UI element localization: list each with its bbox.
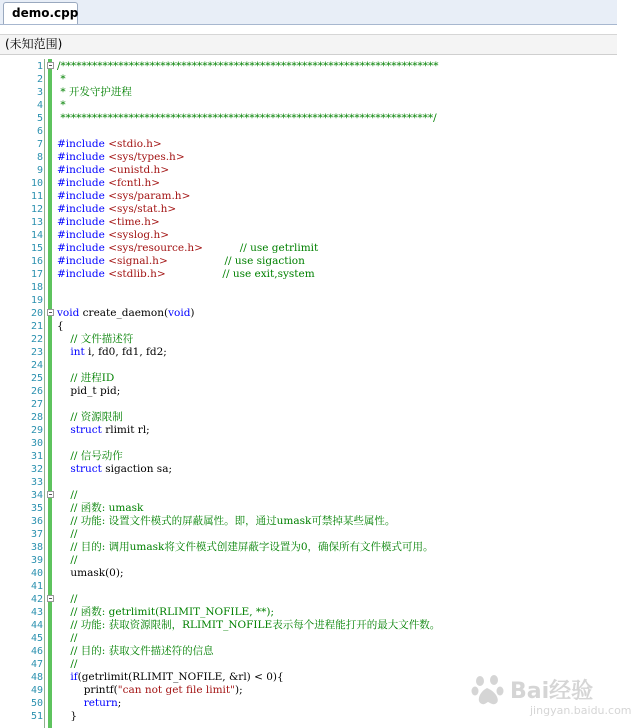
line-number: 45 bbox=[30, 633, 43, 644]
code-text bbox=[57, 346, 167, 359]
code-line[interactable] bbox=[0, 229, 617, 242]
code-token bbox=[57, 606, 70, 618]
line-number: 33 bbox=[30, 477, 43, 488]
code-text bbox=[57, 242, 318, 255]
code-line[interactable] bbox=[0, 99, 617, 112]
code-line[interactable] bbox=[0, 515, 617, 528]
code-token: // 目的: 获取文件描述符的信息 bbox=[70, 645, 214, 657]
paw-icon bbox=[470, 672, 506, 708]
code-token: // 函数: umask bbox=[70, 502, 144, 514]
code-line[interactable] bbox=[0, 346, 617, 359]
line-number: 11 bbox=[30, 191, 43, 202]
code-text bbox=[57, 593, 77, 606]
code-text bbox=[57, 164, 169, 177]
line-number: 41 bbox=[30, 581, 43, 592]
code-token: "can not get file limit" bbox=[117, 684, 235, 696]
code-text bbox=[57, 307, 195, 320]
code-token bbox=[57, 333, 70, 345]
code-token: * bbox=[57, 73, 66, 85]
code-text bbox=[57, 86, 132, 99]
line-number: 1 bbox=[36, 61, 43, 72]
code-token: #include bbox=[57, 268, 109, 280]
code-token: #include bbox=[57, 229, 109, 241]
code-line[interactable] bbox=[0, 281, 617, 294]
code-line[interactable] bbox=[0, 216, 617, 229]
code-line[interactable] bbox=[0, 567, 617, 580]
code-line[interactable] bbox=[0, 580, 617, 593]
code-line[interactable] bbox=[0, 554, 617, 567]
tab-demo-cpp[interactable] bbox=[3, 2, 78, 24]
code-token bbox=[57, 515, 70, 527]
code-token: // 资源限制 bbox=[70, 411, 123, 423]
code-token: { bbox=[57, 320, 64, 332]
code-text bbox=[57, 515, 395, 528]
code-token: if bbox=[70, 671, 78, 683]
code-token bbox=[57, 619, 70, 631]
code-line[interactable] bbox=[0, 632, 617, 645]
code-token: // 进程ID bbox=[70, 372, 115, 384]
code-token: // 信号动作 bbox=[70, 450, 123, 462]
code-token bbox=[57, 411, 70, 423]
code-token: ; bbox=[117, 697, 122, 709]
code-text bbox=[57, 372, 114, 385]
code-token bbox=[57, 593, 70, 605]
code-line[interactable] bbox=[0, 255, 617, 268]
code-line[interactable] bbox=[0, 86, 617, 99]
line-number: 14 bbox=[30, 230, 43, 241]
code-token: #include bbox=[57, 216, 109, 228]
line-number: 50 bbox=[30, 698, 43, 709]
code-token bbox=[57, 424, 70, 436]
code-line[interactable] bbox=[0, 424, 617, 437]
line-number: 2 bbox=[36, 74, 43, 85]
code-token: // bbox=[70, 554, 78, 566]
code-token: printf( bbox=[57, 684, 118, 696]
line-number: 5 bbox=[36, 113, 43, 124]
line-number: 20 bbox=[30, 308, 43, 319]
line-number: 7 bbox=[36, 139, 43, 150]
line-number: 15 bbox=[30, 243, 43, 254]
code-text bbox=[57, 567, 124, 580]
code-token bbox=[57, 645, 70, 657]
code-line[interactable] bbox=[0, 398, 617, 411]
code-token bbox=[57, 671, 70, 683]
code-text bbox=[57, 619, 440, 632]
code-token: // 文件描述符 bbox=[70, 333, 134, 345]
code-line[interactable] bbox=[0, 177, 617, 190]
code-line[interactable] bbox=[0, 307, 617, 320]
code-line[interactable] bbox=[0, 203, 617, 216]
code-token: ***********************************************************************/ bbox=[57, 112, 437, 124]
line-number: 21 bbox=[30, 321, 43, 332]
code-token: struct bbox=[70, 424, 102, 436]
code-token: #include bbox=[57, 164, 109, 176]
code-token: // bbox=[70, 632, 78, 644]
line-number: 24 bbox=[30, 360, 43, 371]
code-line[interactable] bbox=[0, 385, 617, 398]
code-text bbox=[57, 541, 434, 554]
code-token: /************************************************************************ bbox=[57, 60, 439, 72]
scope-label: (未知范围) bbox=[5, 37, 63, 51]
watermark-url: jingyan.baidu.com bbox=[530, 704, 632, 717]
line-number: 9 bbox=[36, 165, 43, 176]
line-number: 18 bbox=[30, 282, 43, 293]
line-number: 43 bbox=[30, 607, 43, 618]
fold-toggle-icon[interactable] bbox=[47, 491, 54, 498]
code-token bbox=[166, 268, 223, 280]
line-number: 8 bbox=[36, 152, 43, 163]
code-token: <fcntl.h> bbox=[108, 177, 161, 189]
line-number: 25 bbox=[30, 373, 43, 384]
code-token: ) bbox=[190, 307, 195, 319]
code-text bbox=[57, 255, 305, 268]
code-token: void bbox=[57, 307, 80, 319]
line-number: 36 bbox=[30, 516, 43, 527]
code-token: <syslog.h> bbox=[108, 229, 170, 241]
line-number: 26 bbox=[30, 386, 43, 397]
code-token: // 功能: 获取资源限制，RLIMIT_NOFILE表示每个进程能打开的最大文件数。 bbox=[70, 619, 441, 631]
line-number: 22 bbox=[30, 334, 43, 345]
code-token: // 函数: getrlimit(RLIMIT_NOFILE, **); bbox=[70, 606, 275, 618]
code-token: // bbox=[70, 658, 78, 670]
code-token: <stdlib.h> bbox=[108, 268, 166, 280]
line-number: 28 bbox=[30, 412, 43, 423]
code-token: umask(0); bbox=[57, 567, 124, 579]
code-text bbox=[57, 112, 437, 125]
code-token: pid_t pid; bbox=[57, 385, 121, 397]
code-token bbox=[57, 372, 70, 384]
line-number: 38 bbox=[30, 542, 43, 553]
code-token bbox=[57, 450, 70, 462]
code-text bbox=[57, 632, 77, 645]
baidu-watermark bbox=[470, 668, 632, 723]
tab-label: demo.cpp bbox=[12, 6, 79, 20]
code-token: int bbox=[70, 346, 85, 358]
code-token: rlimit rl; bbox=[101, 424, 150, 436]
code-text bbox=[57, 73, 66, 86]
code-line[interactable] bbox=[0, 73, 617, 86]
code-token: // 功能: 设置文件模式的屏蔽属性。即，通过umask可禁掉某些属性。 bbox=[70, 515, 396, 527]
code-text bbox=[57, 424, 150, 437]
code-text bbox=[57, 216, 160, 229]
code-line[interactable] bbox=[0, 645, 617, 658]
code-line[interactable] bbox=[0, 320, 617, 333]
fold-toggle-icon[interactable] bbox=[47, 62, 54, 69]
code-token: // use sigaction bbox=[224, 255, 305, 267]
code-text bbox=[57, 502, 143, 515]
line-number: 37 bbox=[30, 529, 43, 540]
code-token: #include bbox=[57, 255, 109, 267]
code-line[interactable] bbox=[0, 463, 617, 476]
fold-toggle-icon[interactable] bbox=[47, 309, 54, 316]
line-number: 35 bbox=[30, 503, 43, 514]
code-text bbox=[57, 671, 284, 684]
code-line[interactable] bbox=[0, 151, 617, 164]
code-token: #include bbox=[57, 151, 109, 163]
code-token: <unistd.h> bbox=[108, 164, 170, 176]
code-line[interactable] bbox=[0, 502, 617, 515]
scope-dropdown[interactable] bbox=[0, 34, 617, 55]
code-text bbox=[57, 411, 123, 424]
code-token: <sys/param.h> bbox=[108, 190, 191, 202]
line-number: 13 bbox=[30, 217, 43, 228]
code-line[interactable] bbox=[0, 450, 617, 463]
code-token: * 开发守护进程 bbox=[57, 86, 132, 98]
code-token: // 目的: 调用umask将文件模式创建屏蔽字设置为0，确保所有文件模式可用。 bbox=[70, 541, 434, 553]
code-line[interactable] bbox=[0, 528, 617, 541]
line-number: 44 bbox=[30, 620, 43, 631]
code-token: i, fd0, fd1, fd2; bbox=[84, 346, 167, 358]
line-number: 31 bbox=[30, 451, 43, 462]
code-line[interactable] bbox=[0, 333, 617, 346]
line-number: 46 bbox=[30, 646, 43, 657]
line-number: 47 bbox=[30, 659, 43, 670]
code-token: // use exit,system bbox=[222, 268, 315, 280]
code-editor[interactable] bbox=[0, 59, 617, 728]
code-text bbox=[57, 385, 120, 398]
code-token: (getrlimit(RLIMIT_NOFILE, &rl) < 0){ bbox=[77, 671, 284, 683]
code-line[interactable] bbox=[0, 294, 617, 307]
code-token: create_daemon( bbox=[79, 307, 169, 319]
line-number: 42 bbox=[30, 594, 43, 605]
code-token bbox=[57, 463, 70, 475]
code-token: <signal.h> bbox=[108, 255, 168, 267]
code-line[interactable] bbox=[0, 541, 617, 554]
line-number: 3 bbox=[36, 87, 43, 98]
line-number: 40 bbox=[30, 568, 43, 579]
line-number: 23 bbox=[30, 347, 43, 358]
code-line[interactable] bbox=[0, 138, 617, 151]
line-number: 16 bbox=[30, 256, 43, 267]
code-line[interactable] bbox=[0, 242, 617, 255]
tab-bar bbox=[0, 0, 617, 25]
line-number: 51 bbox=[30, 711, 43, 722]
code-text bbox=[57, 463, 172, 476]
code-text bbox=[57, 203, 176, 216]
code-token bbox=[57, 632, 70, 644]
code-text bbox=[57, 658, 77, 671]
code-text bbox=[57, 190, 190, 203]
code-text bbox=[57, 229, 169, 242]
code-line[interactable] bbox=[0, 619, 617, 632]
code-token: #include bbox=[57, 138, 109, 150]
code-token: <time.h> bbox=[108, 216, 160, 228]
code-token: return bbox=[83, 697, 118, 709]
code-text bbox=[57, 320, 64, 333]
code-line[interactable] bbox=[0, 164, 617, 177]
code-token: #include bbox=[57, 190, 109, 202]
code-token bbox=[57, 658, 70, 670]
line-number: 34 bbox=[30, 490, 43, 501]
code-token: * bbox=[57, 99, 66, 111]
code-token: // bbox=[70, 593, 78, 605]
code-text bbox=[57, 268, 315, 281]
code-line[interactable] bbox=[0, 60, 617, 73]
code-text bbox=[57, 684, 243, 697]
code-text bbox=[57, 606, 274, 619]
line-number: 12 bbox=[30, 204, 43, 215]
code-token bbox=[57, 697, 84, 709]
code-line[interactable] bbox=[0, 112, 617, 125]
code-token: #include bbox=[57, 177, 109, 189]
code-text bbox=[57, 151, 185, 164]
code-text bbox=[57, 554, 77, 567]
code-token: <sys/stat.h> bbox=[108, 203, 177, 215]
line-number: 19 bbox=[30, 295, 43, 306]
code-line[interactable] bbox=[0, 359, 617, 372]
code-text bbox=[57, 333, 133, 346]
code-token bbox=[57, 554, 70, 566]
watermark-brand: Bai经验 bbox=[510, 679, 594, 704]
code-line[interactable] bbox=[0, 437, 617, 450]
code-line[interactable] bbox=[0, 372, 617, 385]
code-text bbox=[57, 450, 123, 463]
line-number: 29 bbox=[30, 425, 43, 436]
code-token: struct bbox=[70, 463, 102, 475]
code-token bbox=[57, 541, 70, 553]
code-token: #include bbox=[57, 203, 109, 215]
line-number: 30 bbox=[30, 438, 43, 449]
line-number: 32 bbox=[30, 464, 43, 475]
code-line[interactable] bbox=[0, 489, 617, 502]
code-token: // use getrlimit bbox=[239, 242, 319, 254]
code-token bbox=[168, 255, 225, 267]
code-line[interactable] bbox=[0, 593, 617, 606]
code-token: } bbox=[57, 710, 78, 722]
code-token: // bbox=[70, 489, 78, 501]
code-text bbox=[57, 99, 66, 112]
code-token: #include bbox=[57, 242, 109, 254]
code-token: <stdio.h> bbox=[108, 138, 162, 150]
code-token: sigaction sa; bbox=[101, 463, 172, 475]
code-text bbox=[57, 645, 214, 658]
code-line[interactable] bbox=[0, 476, 617, 489]
code-token: void bbox=[168, 307, 191, 319]
code-token bbox=[57, 489, 70, 501]
code-text bbox=[57, 489, 77, 502]
code-token bbox=[203, 242, 240, 254]
fold-toggle-icon[interactable] bbox=[47, 595, 54, 602]
line-number: 6 bbox=[36, 126, 43, 137]
line-number: 39 bbox=[30, 555, 43, 566]
code-token bbox=[57, 528, 70, 540]
line-number: 4 bbox=[36, 100, 43, 111]
code-text bbox=[57, 697, 121, 710]
code-text bbox=[57, 528, 77, 541]
code-line[interactable] bbox=[0, 411, 617, 424]
code-token: // bbox=[70, 528, 78, 540]
code-token: <sys/resource.h> bbox=[108, 242, 203, 254]
code-text bbox=[57, 177, 160, 190]
code-token: <sys/types.h> bbox=[108, 151, 185, 163]
code-text bbox=[57, 710, 77, 723]
code-line[interactable] bbox=[0, 606, 617, 619]
code-line[interactable] bbox=[0, 190, 617, 203]
line-number: 48 bbox=[30, 672, 43, 683]
code-token bbox=[57, 346, 70, 358]
line-number: 49 bbox=[30, 685, 43, 696]
code-text bbox=[57, 60, 439, 73]
code-token: ); bbox=[234, 684, 243, 696]
code-text bbox=[57, 138, 162, 151]
line-number: 17 bbox=[30, 269, 43, 280]
code-line[interactable] bbox=[0, 125, 617, 138]
code-token bbox=[57, 502, 70, 514]
line-number: 27 bbox=[30, 399, 43, 410]
line-number: 10 bbox=[30, 178, 43, 189]
code-line[interactable] bbox=[0, 268, 617, 281]
